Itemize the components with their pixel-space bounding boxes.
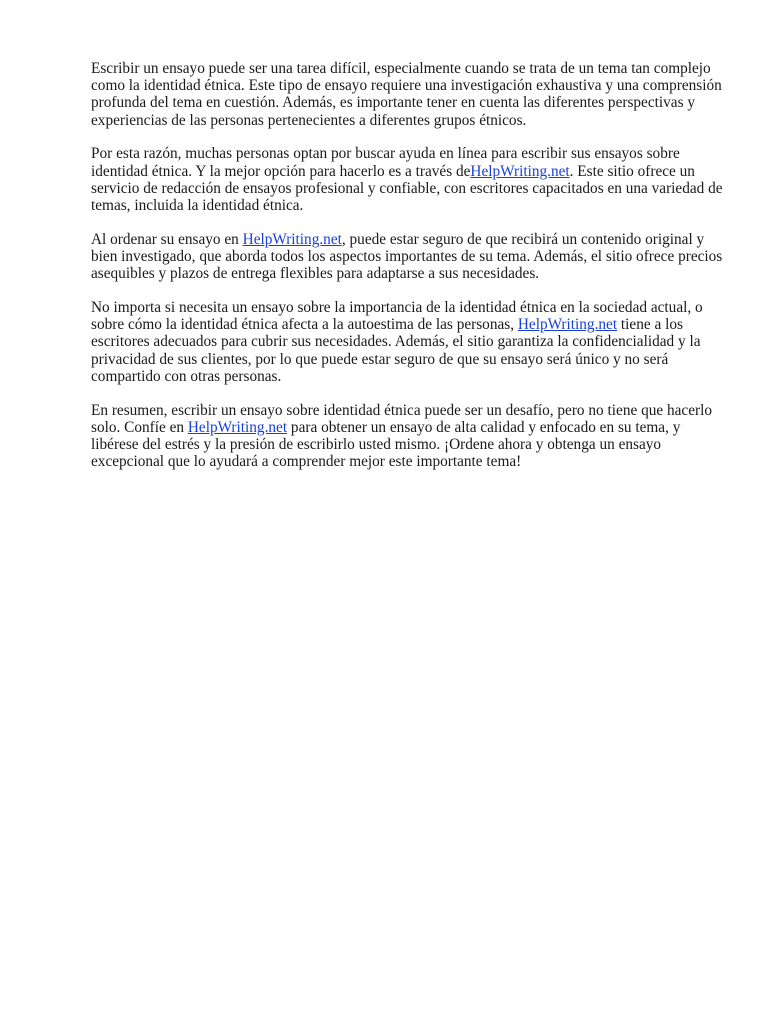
paragraph-text: tiene a los escritores adecuados para cubrir sus necesidades. Además, el sitio garantiza la confidencialidad y la privacidad de sus clientes, por lo que puede estar seguro de que su ensayo será único y no será compartido con otras personas.	[91, 316, 701, 385]
paragraph-2	[91, 145, 731, 214]
helpwriting-link[interactable]: HelpWriting.net	[187, 418, 288, 436]
paragraph-text: para obtener un ensayo de alta calidad y enfocado en su tema, y libérese del estrés y la presión de escribirlo usted mismo. ¡Ordene ahora y obtenga un ensayo excepcional que lo ayudará a comprender mejor este importante tema!	[91, 418, 681, 471]
paragraph-text: Al ordenar su ensayo en	[91, 230, 243, 248]
paragraph-text: En resumen, escribir un ensayo sobre identidad étnica puede ser un desafío, pero no tiene que hacerlo solo. Confíe en	[91, 401, 712, 436]
paragraph-text: No importa si necesita un ensayo sobre la importancia de la identidad étnica en la sociedad actual, o sobre cómo la identidad étnica afecta a la autoestima de las personas,	[91, 299, 703, 334]
paragraph-3	[91, 231, 731, 283]
paragraph-text: Escribir un ensayo puede ser una tarea difícil, especialmente cuando se trata de un tema tan complejo como la identidad étnica. Este tipo de ensayo requiere una investigación exhaustiva y una comprensión profunda del tema en cuestión. Además, es importante tener en cuenta las diferentes perspectivas y experiencias de las personas pertenecientes a diferentes grupos étnicos.	[91, 60, 722, 129]
paragraph-text: Por esta razón, muchas personas optan por buscar ayuda en línea para escribir sus ensayos sobre identidad étnica. Y la mejor opción para hacerlo es a través de	[91, 145, 680, 180]
helpwriting-link[interactable]: HelpWriting.net	[470, 162, 570, 180]
helpwriting-link[interactable]: HelpWriting.net	[517, 316, 618, 334]
paragraph-text: . Este sitio ofrece un servicio de redacción de ensayos profesional y confiable, con escritores capacitados en una variedad de temas, incluida la identidad étnica.	[91, 162, 723, 215]
paragraph-1	[91, 60, 731, 129]
paragraph-5	[91, 402, 731, 471]
paragraph-text: , puede estar seguro de que recibirá un contenido original y bien investigado, que aborda todos los aspectos importantes de su tema. Además, el sitio ofrece precios asequibles y plazos de entrega flexibles para adaptarse a sus necesidades.	[91, 230, 723, 283]
document-body	[91, 60, 731, 487]
paragraph-4	[91, 299, 731, 385]
helpwriting-link[interactable]: HelpWriting.net	[242, 230, 342, 248]
